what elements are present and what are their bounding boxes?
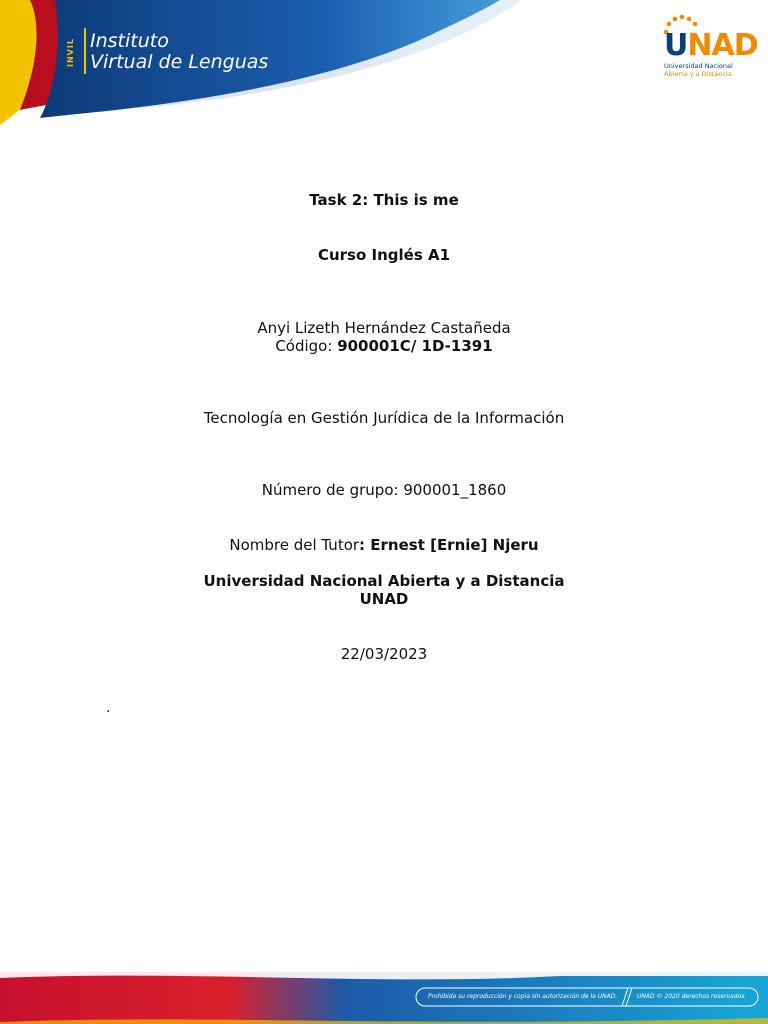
tutor-value: : Ernest [Ernie] Njeru xyxy=(359,536,539,554)
university-name: Universidad Nacional Abierta y a Distancia xyxy=(203,572,565,590)
tutor-name xyxy=(0,536,768,554)
unad-wordmark xyxy=(664,28,758,63)
invil-tag: INVIL xyxy=(66,38,75,68)
student-code-label: Código: xyxy=(275,337,338,355)
unad-subtitle-line2: Abierta y a Distancia xyxy=(664,70,732,78)
flag-swoosh-graphic xyxy=(0,0,768,150)
stray-period: . xyxy=(106,700,111,716)
student-code-value: 900001C/ 1D-1391 xyxy=(337,337,493,355)
logo-divider xyxy=(84,28,86,74)
unad-logo xyxy=(662,14,758,86)
footer-copy-notice: Prohibida su reproducción y copia sin autorización de la UNAD. xyxy=(428,993,618,1000)
course-name: Curso Inglés A1 xyxy=(317,246,451,264)
tutor-label: Nombre del Tutor xyxy=(229,536,360,554)
group-number: Número de grupo: 900001_1860 xyxy=(261,481,507,499)
student-code xyxy=(0,337,768,355)
program-name: Tecnología en Gestión Jurídica de la Información xyxy=(203,409,565,427)
footer-banner xyxy=(0,972,768,1024)
student-name: Anyi Lizeth Hernández Castañeda xyxy=(257,319,511,337)
document-title: Task 2: This is me xyxy=(309,191,459,209)
university-acronym: UNAD xyxy=(359,590,409,608)
document-date: 22/03/2023 xyxy=(340,645,428,663)
institute-name-line2: Virtual de Lenguas xyxy=(90,51,269,73)
header-banner xyxy=(0,0,768,150)
footer-rights-notice: UNAD © 2020 derechos reservados. xyxy=(637,993,747,1000)
unad-wordmark-nad: NAD xyxy=(687,28,758,63)
unad-subtitle-line1: Universidad Nacional xyxy=(664,62,733,70)
institute-name-line1: Instituto xyxy=(90,30,169,52)
unad-wordmark-u: U xyxy=(664,28,688,63)
